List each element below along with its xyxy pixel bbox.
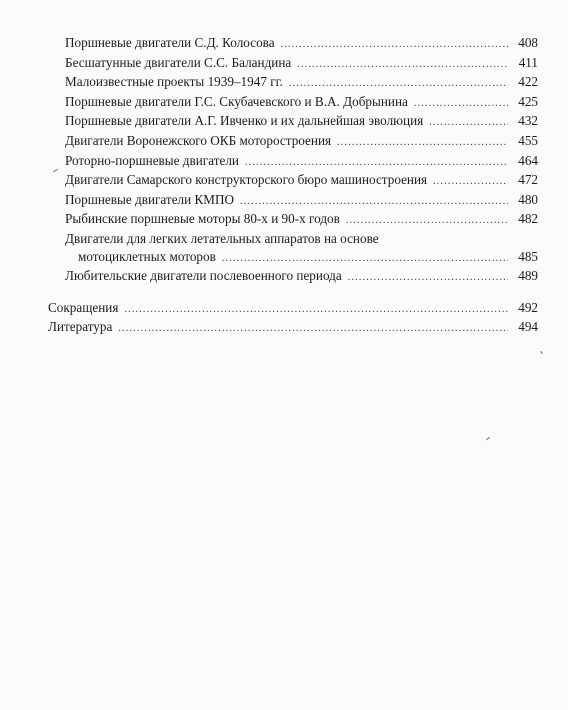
leader-dots xyxy=(124,301,508,319)
toc-entry-page: 408 xyxy=(518,35,538,50)
leader-dots xyxy=(414,95,508,113)
toc-entry-page: 494 xyxy=(518,319,538,335)
toc-entry-title: Литература xyxy=(48,319,113,335)
toc-entry[interactable] xyxy=(48,152,538,172)
toc-entry[interactable] xyxy=(48,171,538,191)
toc-entry-page: 432 xyxy=(518,113,538,129)
toc-entry-title: Рыбинские поршневые моторы 80-х и 90-х годов xyxy=(65,211,340,227)
toc-entry[interactable] xyxy=(48,191,538,211)
toc-entry-page: 485 xyxy=(518,248,538,264)
scan-speck xyxy=(540,351,542,354)
toc-entry-page: 480 xyxy=(518,191,538,207)
leader-dots xyxy=(337,134,508,152)
toc-entry-continuation[interactable] xyxy=(48,248,538,268)
toc-entry[interactable] xyxy=(48,93,538,113)
table-of-contents xyxy=(48,34,538,338)
toc-entry[interactable] xyxy=(48,73,538,93)
section-gap xyxy=(48,287,538,299)
leader-dots xyxy=(433,173,508,191)
toc-entry[interactable] xyxy=(48,267,538,287)
toc-back-entry[interactable] xyxy=(48,318,538,338)
toc-entry-page: 425 xyxy=(518,93,538,109)
toc-entry-page: 472 xyxy=(518,172,538,188)
toc-entry-page: 411 xyxy=(518,54,538,70)
toc-entry-title: Двигатели Самарского конструкторского бюро машиностроения xyxy=(65,172,428,188)
toc-entry-title: Малоизвестные проекты 1939–1947 гг. xyxy=(65,74,283,90)
toc-entry-title: Бесшатунные двигатели С.С. Баландина xyxy=(65,54,292,70)
toc-entry-title: Поршневые двигатели Г.С. Скубачевского и В.А. Добрынина xyxy=(65,93,408,109)
toc-entry-page: 464 xyxy=(518,152,538,168)
toc-entry-page: 455 xyxy=(518,132,538,148)
toc-entry-page: 482 xyxy=(518,211,538,227)
toc-entry-title: Любительские двигатели послевоенного периода xyxy=(65,268,342,284)
toc-entry[interactable] xyxy=(48,230,538,248)
toc-entry[interactable] xyxy=(48,132,538,152)
toc-entry-page: 422 xyxy=(518,74,538,90)
toc-entry-page: 492 xyxy=(518,299,538,315)
leader-dots xyxy=(240,193,508,211)
toc-entry-title-continued: мотоциклетных моторов xyxy=(78,248,216,264)
leader-dots xyxy=(222,250,508,268)
toc-entry[interactable] xyxy=(48,54,538,74)
leader-dots xyxy=(118,320,508,338)
toc-back-entry[interactable] xyxy=(48,299,538,319)
toc-entry-title: Сокращения xyxy=(48,299,119,315)
toc-entry[interactable] xyxy=(48,112,538,132)
toc-entry-title: Поршневые двигатели А.Г. Ивченко и их дальнейшая эволюция xyxy=(65,113,424,129)
toc-entry-title: Поршневые двигатели С.Д. Колосова xyxy=(65,35,275,50)
leader-dots xyxy=(346,212,508,230)
leader-dots xyxy=(429,114,508,132)
scan-speck xyxy=(486,437,490,440)
toc-entry[interactable] xyxy=(48,210,538,230)
leader-dots xyxy=(245,154,508,172)
toc-entry-title: Роторно-поршневые двигатели xyxy=(65,152,239,168)
leader-dots xyxy=(348,269,508,287)
toc-entry-page: 489 xyxy=(518,268,538,284)
leader-dots xyxy=(297,56,508,74)
leader-dots xyxy=(289,75,508,93)
toc-entry[interactable] xyxy=(48,34,538,54)
leader-dots xyxy=(281,36,508,54)
toc-entry-title: Поршневые двигатели КМПО xyxy=(65,191,235,207)
toc-entry-title: Двигатели Воронежского ОКБ моторостроения xyxy=(65,132,332,148)
toc-entry-title: Двигатели для легких летательных аппаратов на основе xyxy=(65,230,379,246)
